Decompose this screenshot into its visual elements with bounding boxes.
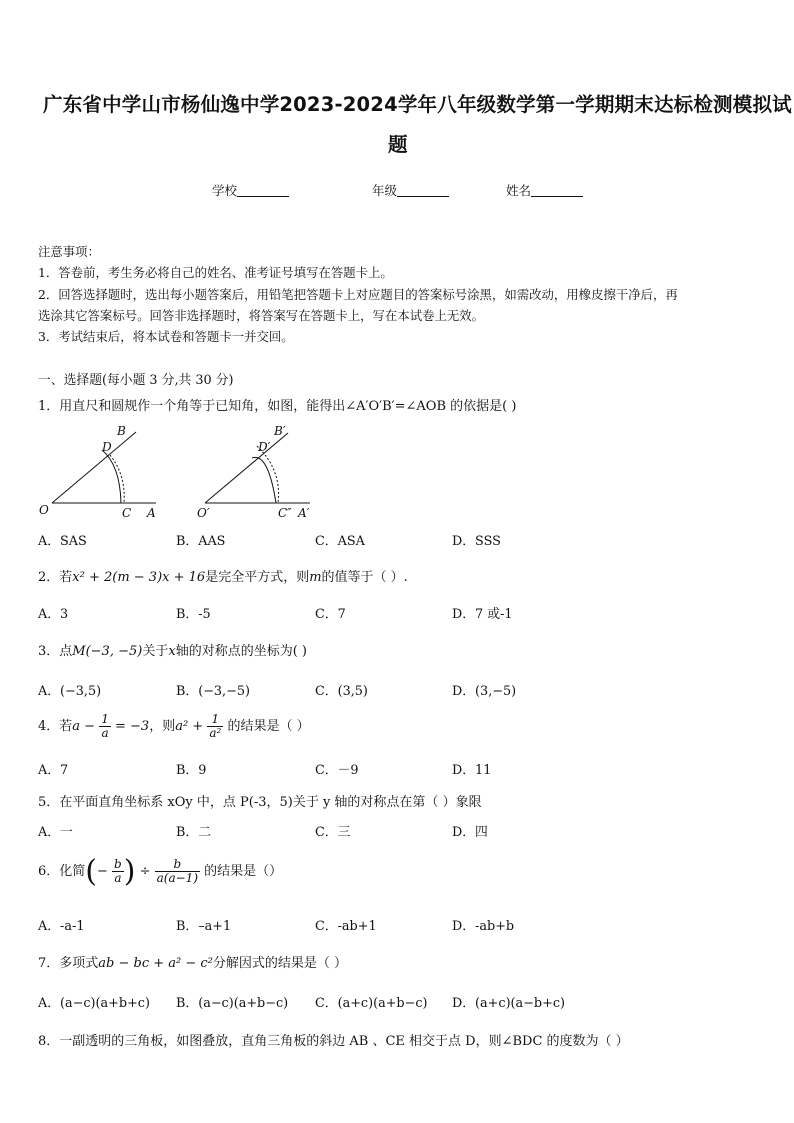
q2-var: m [309,570,322,585]
q4-option-a: A．7 [38,763,69,778]
q4-stem [38,713,310,740]
q2-post: 的值等于（ ）. [321,570,408,585]
q6-f2-num: b [155,858,200,872]
q6-option-a: A．-a-1 [38,919,85,934]
q3-option-d: D．(3,−5) [452,684,517,699]
q4-pre: 4．若 [38,719,73,734]
q1-stem: 1．用直尺和圆规作一个角等于已知角，如图，能得出∠A′O′B′=∠AOB 的依据是( ) [38,399,517,414]
note-2a: 2．回答选择题时，选出每小题答案后，用铅笔把答题卡上对应题目的答案标号涂黑，如需改动，用橡皮擦干净后，再 [38,287,678,302]
q3-pre: 3．点 [38,644,73,659]
q1-option-a: A．SAS [38,534,87,549]
school-label: 学校 [212,183,238,198]
q4-f2-num: 1 [207,713,223,727]
q5-option-b: B．二 [176,825,211,840]
q1-option-c: C．ASA [315,534,365,549]
q5-option-c: C．三 [315,825,351,840]
q6-option-d: D．-ab+b [452,919,515,934]
q4-f1-den: a [101,726,109,740]
arc-dashed-2 [257,446,279,503]
q7-option-d: D．(a+c)(a−b+c) [452,996,565,1011]
q4-mid: ，则 [149,719,176,734]
q7-post: 分解因式的结果是（ ） [212,956,348,971]
q6-fraction-1 [112,858,124,885]
q4-option-b: B．9 [176,763,207,778]
q6-f1-num: b [114,857,122,871]
q7-option-a: A．(a−c)(a+b+c) [38,996,150,1011]
label-A: A [147,506,156,520]
exam-title-line2: 题 [388,133,408,156]
label-C: C [122,506,132,520]
q4-fraction-1 [99,713,111,740]
label-A2: A′ [298,506,310,520]
q6-option-c: C．-ab+1 [315,919,377,934]
q1-figure [30,420,330,525]
label-O: O [39,503,49,517]
q3-option-c: C．(3,5) [315,684,368,699]
q2-stem [38,566,408,585]
q4-eq: = −3 [114,719,150,734]
q4-post: 的结果是（ ） [227,719,310,734]
note-3: 3．考试结束后，将本试卷和答题卡一并交回。 [38,329,294,344]
q4-option-c: C．－9 [315,763,359,778]
school-field [212,181,289,199]
label-B2: B′ [274,424,286,438]
q4-a1: a − [72,719,96,734]
q2-mid: 是完全平方式，则 [205,570,310,585]
q3-mid: 关于 [142,644,169,659]
q5-option-a: A．一 [38,825,73,840]
name-field [506,181,583,199]
q3-post: 轴的对称点的坐标为( ) [175,644,307,659]
q4-fraction-2 [207,713,223,740]
exam-title-line1: 广东省中学山市杨仙逸中学2023-2024学年八年级数学第一学期期末达标检测模拟试 [43,93,792,116]
label-D2: D′ [258,440,271,454]
q1-option-d: D．SSS [452,534,501,549]
arc-D2C2 [252,457,276,503]
grade-label: 年级 [372,183,398,198]
q6-option-b: B．–a+1 [176,919,232,934]
q6-pre: 6．化简 [38,864,86,879]
q2-option-c: C．7 [315,607,346,622]
q5-option-d: D．四 [452,825,488,840]
q4-a2: a² + [175,719,204,734]
q6-right-paren: ) [123,854,136,889]
q3-stem [38,640,307,659]
label-B: B [117,424,126,438]
q6-minus: − [97,864,108,879]
q7-option-b: B．(a−c)(a+b−c) [176,996,289,1011]
q6-stem [38,854,282,889]
school-blank [237,184,289,197]
label-C2: C″ [278,506,292,520]
note-1: 1．答卷前，考生务必将自己的姓名、准考证号填写在答题卡上。 [38,265,393,280]
q2-option-b: B．-5 [176,607,211,622]
q3-point: M(−3, −5) [72,644,143,659]
q1-option-b: B．AAS [176,534,226,549]
q5-stem: 5．在平面直角坐标系 xOy 中，点 P(-3，5)关于 y 轴的对称点在第（ ）象限 [38,795,482,810]
q6-f1-den: a [114,871,122,885]
q2-expr: x² + 2(m − 3)x + 16 [72,570,206,585]
q3-axis: x [168,644,176,659]
notes-heading: 注意事项： [38,244,100,259]
q4-f1-num: 1 [101,712,109,726]
q2-option-d: D．7 或-1 [452,607,513,622]
ray-O2B2 [205,433,288,503]
ray-OB [52,432,136,503]
q6-post: 的结果是（） [204,864,283,879]
q4-option-d: D．11 [452,763,492,778]
q7-expr: ab − bc + a² − c² [98,956,213,971]
note-2b: 选涂其它答案标号。回答非选择题时，将答案写在答题卡上，写在本试卷上无效。 [38,308,485,323]
q6-div: ÷ [139,864,151,879]
q3-option-a: A．(−3,5) [38,684,102,699]
q3-option-b: B．(−3,−5) [176,684,250,699]
q6-fraction-2 [155,858,200,885]
grade-blank [397,184,449,197]
q2-pre: 2．若 [38,570,73,585]
q7-option-c: C．(a+c)(a+b−c) [315,996,428,1011]
name-blank [531,184,583,197]
label-O2: O′ [197,506,210,520]
grade-field [372,181,449,199]
q6-left-paren: ( [85,854,97,889]
label-D: D [102,440,112,454]
q7-stem [38,952,347,971]
q2-option-a: A．3 [38,607,69,622]
q8-stem: 8．一副透明的三角板，如图叠放，直角三角板的斜边 AB 、CE 相交于点 D，则∠BDC 的度数为（ ） [38,1034,629,1049]
q7-pre: 7．多项式 [38,956,99,971]
q6-f2-den: a(a−1) [156,871,199,885]
q4-f2-den: a² [209,726,222,740]
name-label: 姓名 [506,183,532,198]
section-heading: 一、选择题(每小题 3 分,共 30 分) [38,373,234,388]
